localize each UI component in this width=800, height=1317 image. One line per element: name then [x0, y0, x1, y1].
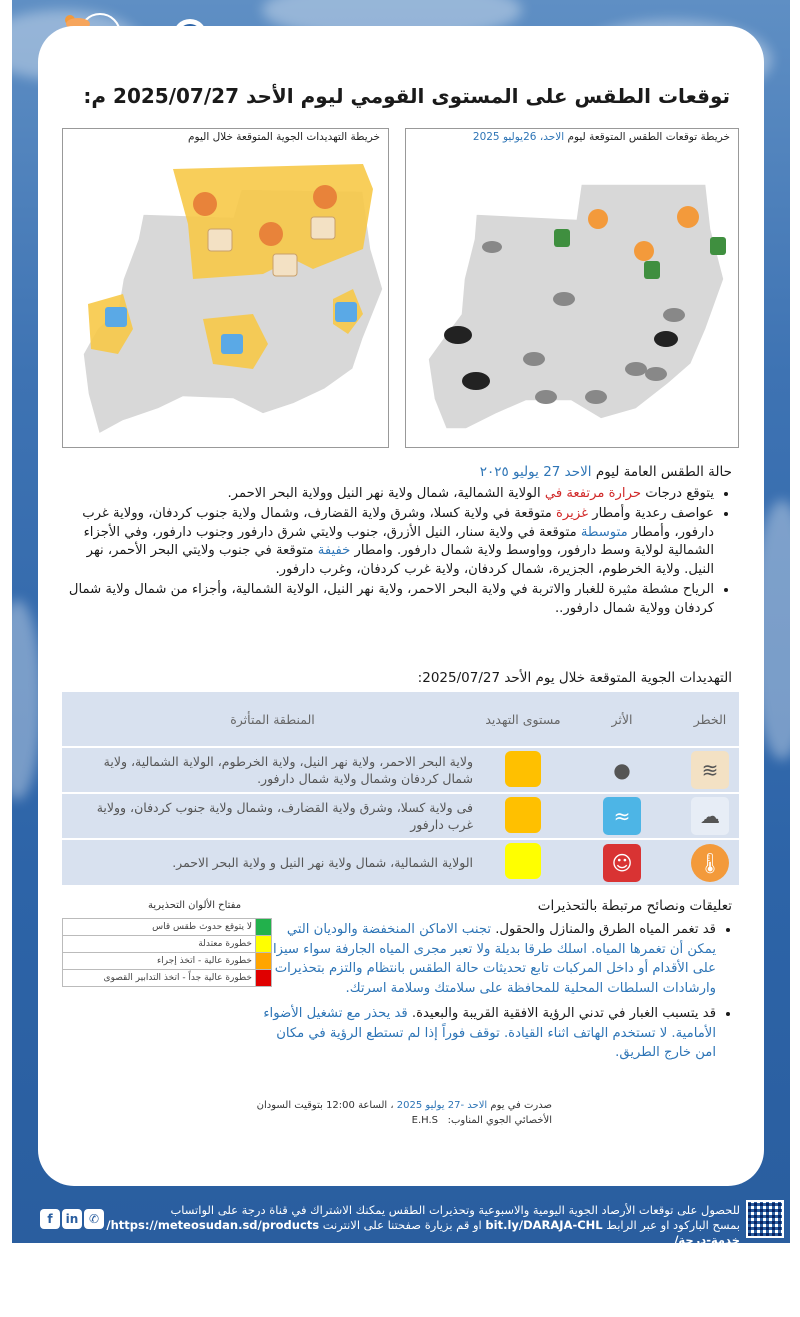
- flood-icon: [105, 307, 127, 327]
- palm-wind-icon: [710, 237, 726, 255]
- col-impact: الأثر: [563, 692, 681, 747]
- social-icons: [40, 1208, 106, 1229]
- general-list: [62, 485, 732, 619]
- dust-icon: [273, 254, 297, 276]
- legend-label: خطورة عالية - اتخذ إجراء: [63, 953, 256, 970]
- palm-wind-icon: [644, 261, 660, 279]
- cloud-rain-icon: [663, 308, 685, 322]
- cloud-rain-icon: [482, 241, 502, 253]
- col-level: مستوى التهديد: [483, 692, 563, 747]
- facebook-icon[interactable]: f: [40, 1209, 60, 1229]
- thermometer-icon: 🌡: [691, 844, 729, 882]
- table-row: [62, 747, 739, 793]
- thunderstorm-icon: [444, 326, 472, 344]
- forecast-map-caption: خريطة توقعات الطقس المتوقعة ليوم الاحد، 26يوليو 2025: [472, 131, 730, 143]
- list-item: • عواصف رعدية وأمطار غزيرة متوقعة في ولاية كسلا، وشرق ولاية القضارف، وشمال ولاية جنوب كردفان، وولاية غرب دارفور، وأمطار متوسطة متوقعة في ولاية سنار، النيل الأزرق، جنوب ولايتي شرق دارفور وجنوب دارفور، وفي الأجزاء الشمالية لولاية وسط دارفور، وواوسط ولاية شمال دارفور. وامطار خفيفة متوقعة في جنوب ولايتي البحر الأحمر، نهر النيل. ولاية الخرطوم، الجزيرة، شمال كردفان، ولاية غرب كردفان، وغرب دارفور.: [62, 505, 714, 579]
- qr-code[interactable]: [746, 1200, 784, 1238]
- threat-level-swatch: [505, 797, 541, 833]
- flood-icon: [221, 334, 243, 354]
- dust-icon: [208, 229, 232, 251]
- legend-item: [63, 919, 272, 936]
- table-row: [62, 793, 739, 839]
- threat-level-swatch: [505, 751, 541, 787]
- thermometer-icon: [313, 185, 337, 209]
- forecast-map: [405, 128, 739, 448]
- advice-list: [262, 920, 732, 1069]
- footer-text: للحصول على توقعات الأرصاد الجوية اليومية والاسبوعية وتحذيرات الطقس يمكنك الاشتراك في قناة درجة على الواتساب بمسح الباركود او عبر الرابط bit.ly/DARAJA-CHL او قم بزيارة صفحتنا على الانترنت https://meteosudan.sd/products/خدمة-درجة/: [106, 1203, 740, 1247]
- cloud-rain-icon: [625, 362, 647, 376]
- issued-info: صدرت في يوم الاحد -27 يوليو 2025 ، الساعة 12:00 بتوقيت السودان الأخصائي الجوي المناوب: E.H.S: [256, 1100, 552, 1126]
- table-header: [62, 692, 739, 747]
- thunderstorm-icon: [654, 331, 678, 347]
- cloud-rain-icon: [553, 292, 575, 306]
- thermometer-icon: [259, 222, 283, 246]
- sun-icon: [634, 241, 654, 261]
- legend-label: خطورة عالية جداً - اتخذ التدابير القصوى: [63, 970, 256, 987]
- dust-icon: [311, 217, 335, 239]
- cloud-rain-icon: [645, 367, 667, 381]
- general-heading: حالة الطقس العامة ليوم الاحد 27 يوليو ٢٠٢٥: [479, 464, 732, 480]
- threat-level-swatch: [505, 843, 541, 879]
- threats-table: [62, 692, 739, 885]
- affected-area: ولاية البحر الاحمر، ولاية نهر النيل، ولاية الخرطوم، الولاية الشمالية، ولاية شمال كردفان وشمال ولاية شمال دارفور.: [62, 747, 483, 793]
- legend-item: [63, 936, 272, 953]
- thunderstorm-icon: [462, 372, 490, 390]
- flood-icon: [335, 302, 357, 322]
- page-title: توقعات الطقس على المستوى القومي ليوم الأحد 2025/07/27 م:: [83, 84, 730, 108]
- affected-area: فى ولاية كسلا، وشرق ولاية القضارف، وشمال ولاية جنوب كردفان، وولاية غرب دارفور: [62, 793, 483, 839]
- advice-title: تعليقات ونصائح مرتبطة بالتحذيرات: [537, 898, 732, 914]
- threats-map: [62, 128, 389, 448]
- linkedin-icon[interactable]: in: [62, 1209, 82, 1229]
- thunderstorm-icon: ☁: [691, 797, 729, 835]
- legend-label: لا يتوقع حدوث طقس قاس: [63, 919, 256, 936]
- col-hazard: الخطر: [681, 692, 739, 747]
- whatsapp-link[interactable]: bit.ly/DARAJA-CHL: [485, 1218, 603, 1232]
- cloud-rain-icon: [535, 390, 557, 404]
- sun-icon: [677, 206, 699, 228]
- list-item: • قد تغمر المياه الطرق والمنازل والحقول. تجنب الاماكن المنخفضة والوديان التي يمكن أن تغمرها المياه. اسلك طرقا بديلة ولا تعبر مجرى المياه الجارفة سواء سيزا على الأقدام أو داخل المركبات تابع تحديثات حالة الطقس بانتظام والتزم بتحذيرات وارشادات السلطات المحلية للمحافظة على سلامتك وسلامة اسرتك.: [262, 920, 716, 998]
- general-weather: [62, 463, 732, 620]
- threats-map-caption: خريطة التهديدات الجوية المتوقعة خلال اليوم: [188, 131, 380, 143]
- person-cough-icon: ●: [603, 751, 641, 789]
- list-item: • يتوقع درجات حرارة مرتفعة في الولاية الشمالية، شمال ولاية نهر النيل وولاية البحر الاحمر.: [62, 485, 714, 504]
- heat-person-icon: ☺: [603, 844, 641, 882]
- footer: [12, 1196, 790, 1247]
- legend-item: [63, 970, 272, 987]
- legend-title: مفتاح الألوان التحذيرية: [148, 900, 242, 911]
- whatsapp-icon[interactable]: ✆: [84, 1209, 104, 1229]
- dust-icon: ≋: [691, 751, 729, 789]
- warning-legend: [62, 918, 272, 987]
- list-item: • قد يتسبب الغبار في تدني الرؤية الافقية القريبة والبعيدة. قد يحذر مع تشغيل الأضواء الأمامية. لا تستخدم الهاتف اثناء القيادة. توقف فوراً إذا لم تستطع الرؤية في مكان امن خارج الطريق.: [262, 1004, 716, 1063]
- flood-icon: ≈: [603, 797, 641, 835]
- cloud-rain-icon: [585, 390, 607, 404]
- legend-label: خطورة معتدلة: [63, 936, 256, 953]
- sun-icon: [588, 209, 608, 229]
- list-item: • الرياح مشطة مثيرة للغبار والاتربة في ولاية البحر الاحمر، ولاية نهر النيل، الولاية الشمالية، وأجزاء من شمال ولاية شمال كردفان وولاية شمال دارفور..: [62, 581, 714, 618]
- threats-title: التهديدات الجوية المتوقعة خلال يوم الأحد 2025/07/27:: [417, 670, 732, 686]
- legend-item: [63, 953, 272, 970]
- col-area: المنطقة المتأثرة: [62, 692, 483, 747]
- thermometer-icon: [193, 192, 217, 216]
- table-row: [62, 839, 739, 885]
- cloud-rain-icon: [523, 352, 545, 366]
- website-link[interactable]: https://meteosudan.sd/products/خدمة-درجة/: [106, 1218, 740, 1247]
- affected-area: الولاية الشمالية، شمال ولاية نهر النيل و ولاية البحر الاحمر.: [62, 839, 483, 885]
- palm-wind-icon: [554, 229, 570, 247]
